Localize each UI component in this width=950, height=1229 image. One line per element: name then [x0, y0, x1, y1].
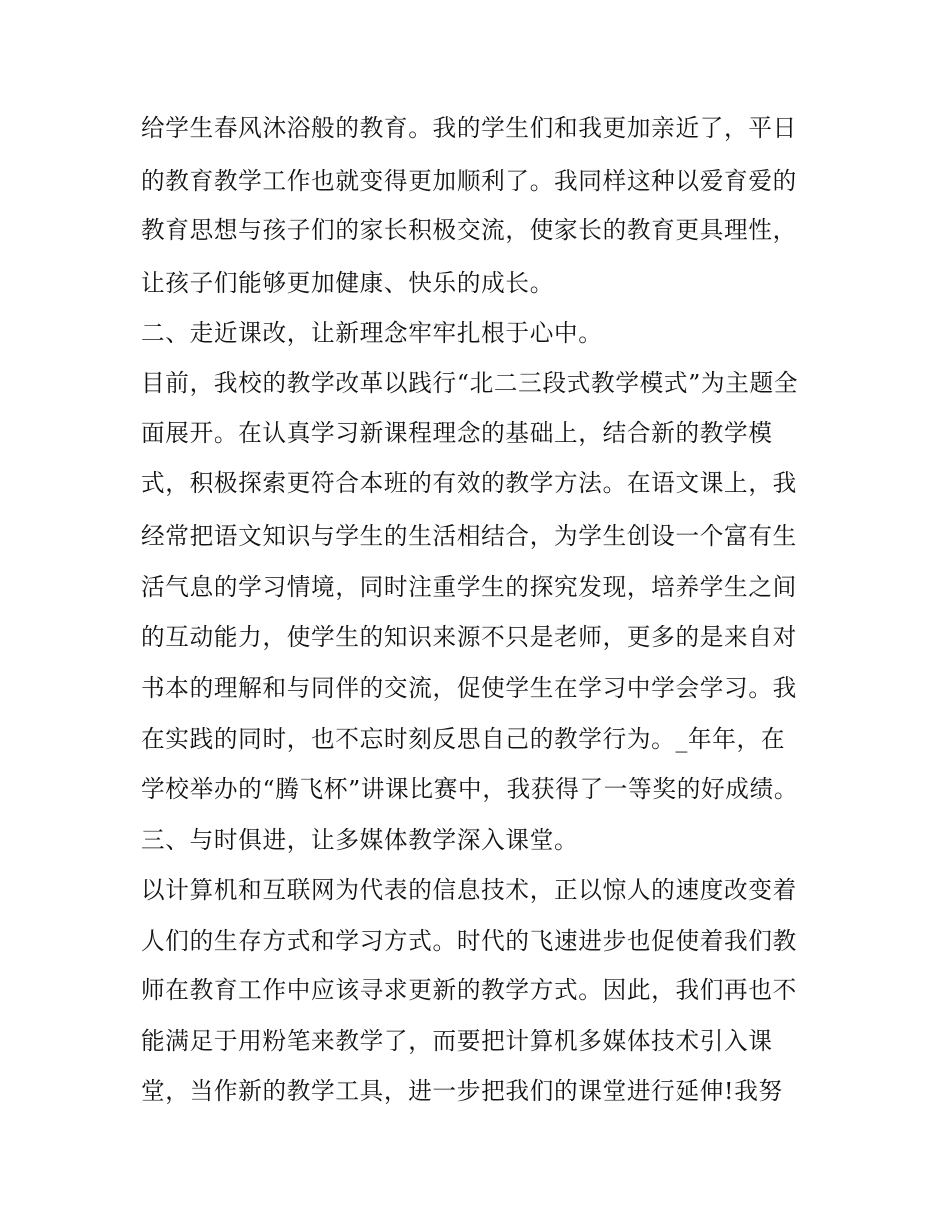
section-heading: 三、与时俱进，让多媒体教学深入课堂。	[141, 826, 579, 854]
text-line: 给学生春风沐浴般的教育。我的学生们和我更加亲近了，平日	[141, 114, 797, 142]
text-line: 经常把语文知识与学生的生活相结合，为学生创设一个富有生	[141, 522, 797, 550]
text-line: 在实践的同时，也不忘时刻反思自己的教学行为。_年年，在	[141, 725, 786, 753]
text-line: 人们的生存方式和学习方式。时代的飞速进步也促使着我们教	[141, 927, 797, 955]
text-line: 以计算机和互联网为代表的信息技术，正以惊人的速度改变着	[141, 876, 797, 904]
text-line: 的互动能力，使学生的知识来源不只是老师，更多的是来自对	[141, 623, 797, 651]
text-line: 式，积极探索更符合本班的有效的教学方法。在语文课上，我	[141, 469, 797, 497]
text-line: 能满足于用粉笔来教学了，而要把计算机多媒体技术引入课	[141, 1027, 773, 1055]
text-line: 学校举办的“腾飞杯”讲课比赛中，我获得了一等奖的好成绩。	[141, 775, 799, 803]
text-line: 目前，我校的教学改革以践行“北二三段式教学模式”为主题全	[141, 369, 799, 397]
text-line: 面展开。在认真学习新课程理念的基础上，结合新的教学模	[141, 419, 773, 447]
text-line: 堂，当作新的教学工具，进一步把我们的课堂进行延伸!我努	[141, 1077, 783, 1105]
text-line: 让孩子们能够更加健康、快乐的成长。	[141, 269, 554, 297]
text-line: 的教育教学工作也就变得更加顺利了。我同样这种以爱育爱的	[141, 167, 797, 195]
text-line: 师在教育工作中应该寻求更新的教学方式。因此，我们再也不	[141, 976, 797, 1004]
text-line: 教育思想与孩子们的家长积极交流，使家长的教育更具理性，	[141, 216, 797, 244]
text-line: 书本的理解和与同伴的交流，促使学生在学习中学会学习。我	[141, 674, 797, 702]
text-line: 活气息的学习情境，同时注重学生的探究发现，培养学生之间	[141, 573, 797, 601]
section-heading: 二、走近课改，让新理念牢牢扎根于心中。	[141, 319, 603, 347]
